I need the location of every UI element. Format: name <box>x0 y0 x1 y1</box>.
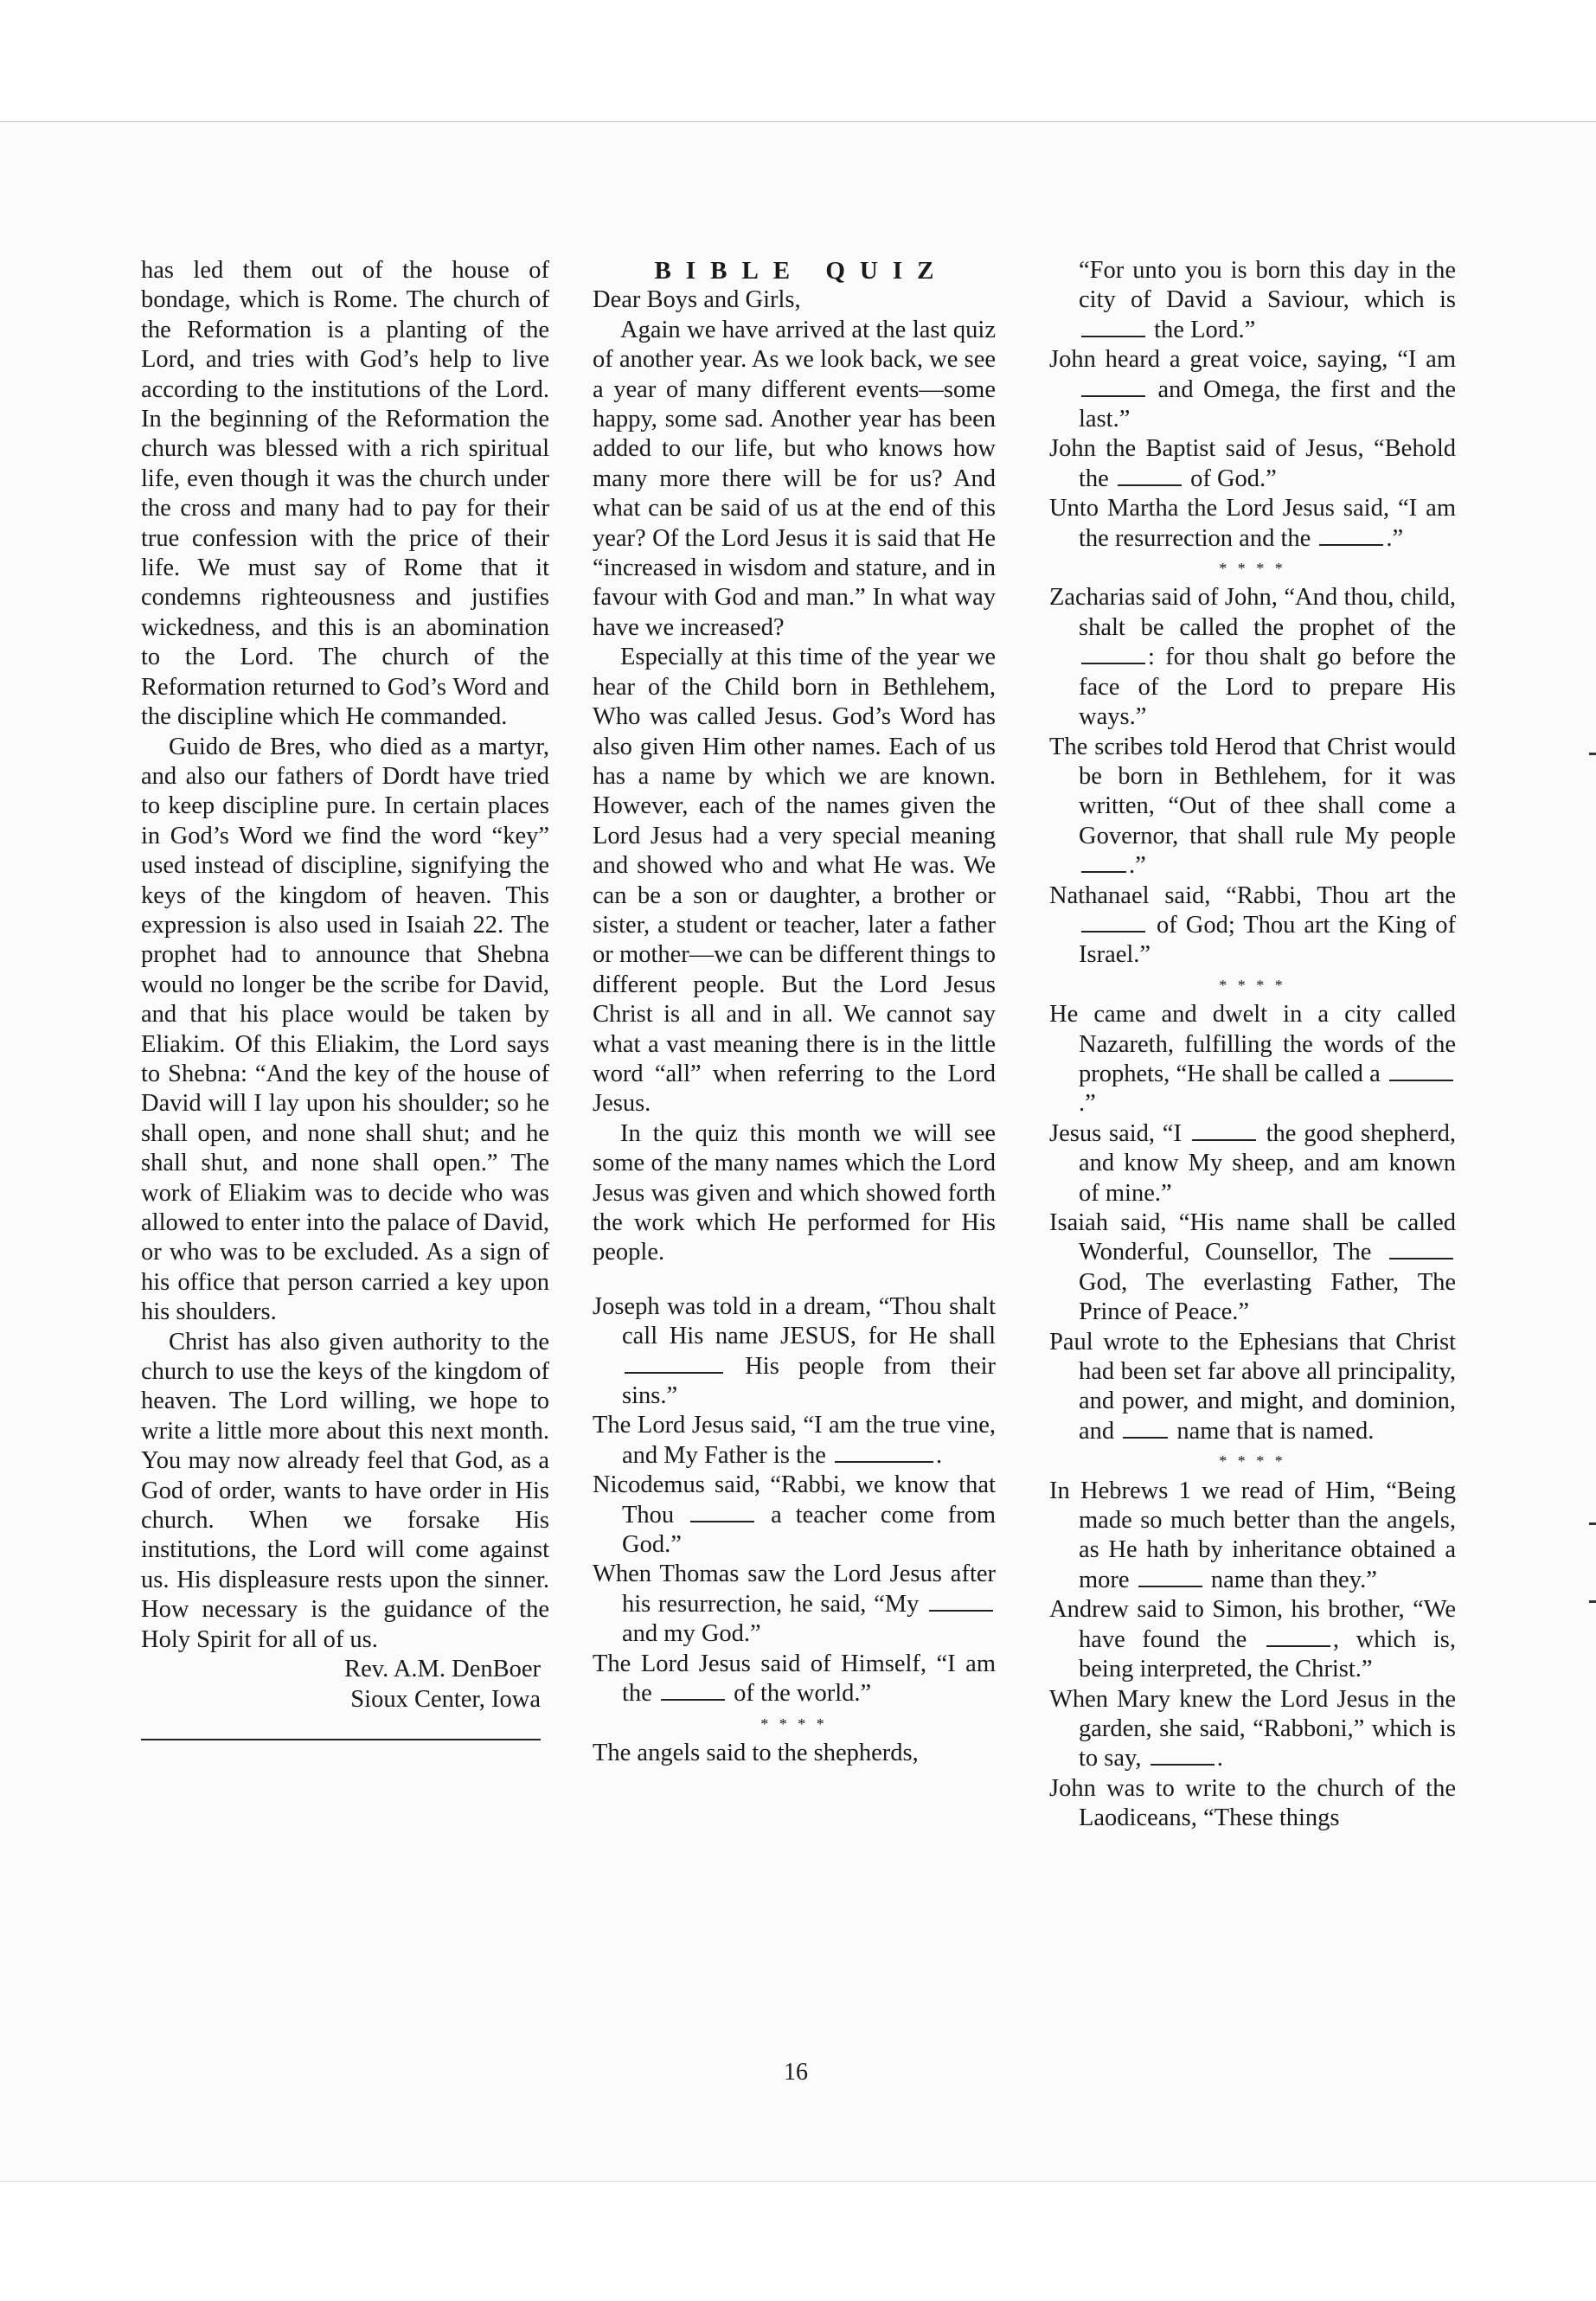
answer-blank[interactable] <box>1081 376 1145 397</box>
quiz-question: The Lord Jesus said of Himself, “I am the of the world.” <box>593 1650 996 1708</box>
answer-blank[interactable] <box>661 1680 725 1701</box>
answer-blank[interactable] <box>625 1353 723 1374</box>
quiz-question: Nathanael said, “Rabbi, Thou art the of God; Thou art the King of Israel.” <box>1049 881 1456 969</box>
answer-blank[interactable] <box>1081 852 1126 873</box>
quiz-question: When Mary knew the Lord Jesus in the garden, she said, “Rabboni,” which is to say, . <box>1049 1685 1456 1772</box>
salutation: Dear Boys and Girls, <box>593 286 801 314</box>
intro-paragraph: Again we have arrived at the last quiz of another year. As we look back, we see a year of many different events—some happy, some sad. Another year has been added to our life, but who knows how many more there will be for us? And what can be said of us at the end of this year? Of the Lord Jesus it is said that He “increased in wisdom and stature, and in favour with God and man.” In what way have we increased? <box>593 316 996 641</box>
section-stars: * * * * <box>1219 1452 1286 1471</box>
quiz-question: In Hebrews 1 we read of Him, “Being made so much better than the angels, as He hath by inheritance obtained a more name than they.” <box>1049 1477 1456 1593</box>
quiz-question: Joseph was told in a dream, “Thou shalt call His name JESUS, for He shall His people from their sins.” <box>593 1292 996 1410</box>
quiz-heading: BIBLE QUIZ <box>654 257 949 285</box>
answer-blank[interactable] <box>1192 1120 1256 1141</box>
quiz-question: “For unto you is born this day in the city of David a Saviour, which is the Lord.” <box>1079 257 1456 343</box>
right-column <box>1049 256 1456 1834</box>
quiz-question: John heard a great voice, saying, “I am and Omega, the first and the last.” <box>1049 346 1456 433</box>
answer-blank[interactable] <box>1138 1567 1202 1587</box>
answer-blank[interactable] <box>1081 317 1145 337</box>
answer-blank[interactable] <box>835 1442 933 1463</box>
author-location: Sioux Center, Iowa <box>350 1685 541 1713</box>
answer-blank[interactable] <box>690 1502 754 1522</box>
quiz-question: The angels said to the shepherds, <box>593 1739 919 1766</box>
quiz-question: John the Baptist said of Jesus, “Behold the of God.” <box>1049 435 1456 492</box>
answer-blank[interactable] <box>1389 1239 1453 1259</box>
quiz-question: The Lord Jesus said, “I am the true vine, and My Father is the . <box>593 1412 996 1469</box>
intro-paragraph: Especially at this time of the year we hear of the Child born in Bethlehem, Who was called Jesus. God’s Word has also given Him other names. Each of us has a name by which we are known. However, each of the names given the Lord Jesus had a very special meaning and showed who and what He was. We can be a son or daughter, a brother or sister, a student or teacher, later a father or mother—we can be different things to different people. But the Lord Jesus Christ is all and in all. We cannot say what a vast meaning there is in the little word “all” when referring to the Lord Jesus. <box>593 644 996 1118</box>
answer-blank[interactable] <box>1151 1745 1215 1766</box>
scan-edge-mark <box>1589 1522 1596 1525</box>
quiz-question: He came and dwelt in a city called Nazareth, fulfilling the words of the prophets, “He shall be called a .” <box>1049 1001 1456 1118</box>
author-name: Rev. A.M. DenBoer <box>344 1656 541 1683</box>
section-stars: * * * * <box>1219 976 1286 994</box>
quiz-question: Isaiah said, “His name shall be called Wonderful, Counsellor, The God, The everlasting Father, The Prince of Peace.” <box>1049 1209 1456 1326</box>
quiz-question: Paul wrote to the Ephesians that Christ had been set far above all principality, and power, and might, and dominion, and name that is named. <box>1049 1328 1456 1445</box>
answer-blank[interactable] <box>1118 465 1182 486</box>
spacer <box>593 1268 996 1292</box>
quiz-question: When Thomas saw the Lord Jesus after his resurrection, he said, “My and my God.” <box>593 1561 996 1648</box>
article-paragraph: has led them out of the house of bondage, which is Rome. The church of the Reformation is a planting of the Lord, and tries with God’s help to live according to the institutions of the Lord. In the beginning of the Reformation the church was blessed with a rich spiritual life, even though it was the church under the cross and many had to pay for their true confession with the price of their life. We must say of Rome that it condemns righteousness and justifies wickedness, and this is an abomination to the Lord. The church of the Reformation returned to God’s Word and the discipline which He commanded. <box>141 257 549 731</box>
section-stars: * * * * <box>760 1715 828 1733</box>
answer-blank[interactable] <box>1319 525 1383 546</box>
section-divider <box>141 1739 541 1740</box>
quiz-question: Andrew said to Simon, his brother, “We have found the , which is, being interpreted, the Christ.” <box>1049 1596 1456 1683</box>
scan-edge-mark <box>1589 753 1596 755</box>
left-column <box>141 256 549 1740</box>
intro-paragraph: In the quiz this month we will see some of the many names which the Lord Jesus was given and which showed forth the work which He performed for His people. <box>593 1119 996 1266</box>
quiz-question: Nicodemus said, “Rabbi, we know that Thou a teacher come from God.” <box>593 1471 997 1559</box>
answer-blank[interactable] <box>929 1591 993 1612</box>
answer-blank[interactable] <box>1266 1626 1330 1647</box>
scan-edge-mark <box>1589 1600 1596 1603</box>
article-paragraph: Guido de Bres, who died as a martyr, and also our fathers of Dordt have tried to keep discipline pure. In certain places in God’s Word we find the word “key” used instead of discipline, signifying the keys of the kingdom of heaven. This expression is also used in Isaiah 22. The prophet had to announce that Shebna would no longer be the scribe for David, and that his place would be taken by Eliakim. Of this Eliakim, the Lord says to Shebna: “And the key of the house of David will I lay upon his shoulder; so he shall open, and none shall shut; and he shall shut, and none shall open.” The work of Eliakim was to decide who was allowed to enter into the palace of David, or who was to be excluded. As a sign of his office that person carried a key upon his shoulders. <box>141 733 549 1326</box>
quiz-question: Jesus said, “I the good shepherd, and know My sheep, and am known of mine.” <box>1049 1119 1457 1207</box>
quiz-question: John was to write to the church of the Laodiceans, “These things <box>1049 1774 1456 1832</box>
quiz-question: The scribes told Herod that Christ would be born in Bethlehem, for it was written, “Out of thee shall come a Governor, that shall rule My people .” <box>1049 733 1456 880</box>
quiz-question: Unto Martha the Lord Jesus said, “I am the resurrection and the .” <box>1049 495 1456 552</box>
page-number: 16 <box>784 2059 808 2086</box>
answer-blank[interactable] <box>1389 1061 1453 1081</box>
middle-column <box>593 256 996 1768</box>
quiz-question: Zacharias said of John, “And thou, child, shalt be called the prophet of the : for thou shalt go before the face of the Lord to prepare His ways.” <box>1049 584 1456 731</box>
section-stars: * * * * <box>1219 560 1286 578</box>
answer-blank[interactable] <box>1123 1418 1168 1439</box>
answer-blank[interactable] <box>1081 912 1145 933</box>
answer-blank[interactable] <box>1081 644 1145 664</box>
article-paragraph: Christ has also given authority to the church to use the keys of the kingdom of heaven. The Lord willing, we hope to write a little more about this next month. You may now already feel that God, as a God of order, wants to have order in His church. When we forsake His institutions, the Lord will come against us. His displeasure rests upon the sinner. How necessary is the guidance of the Holy Spirit for all of us. <box>141 1328 549 1653</box>
